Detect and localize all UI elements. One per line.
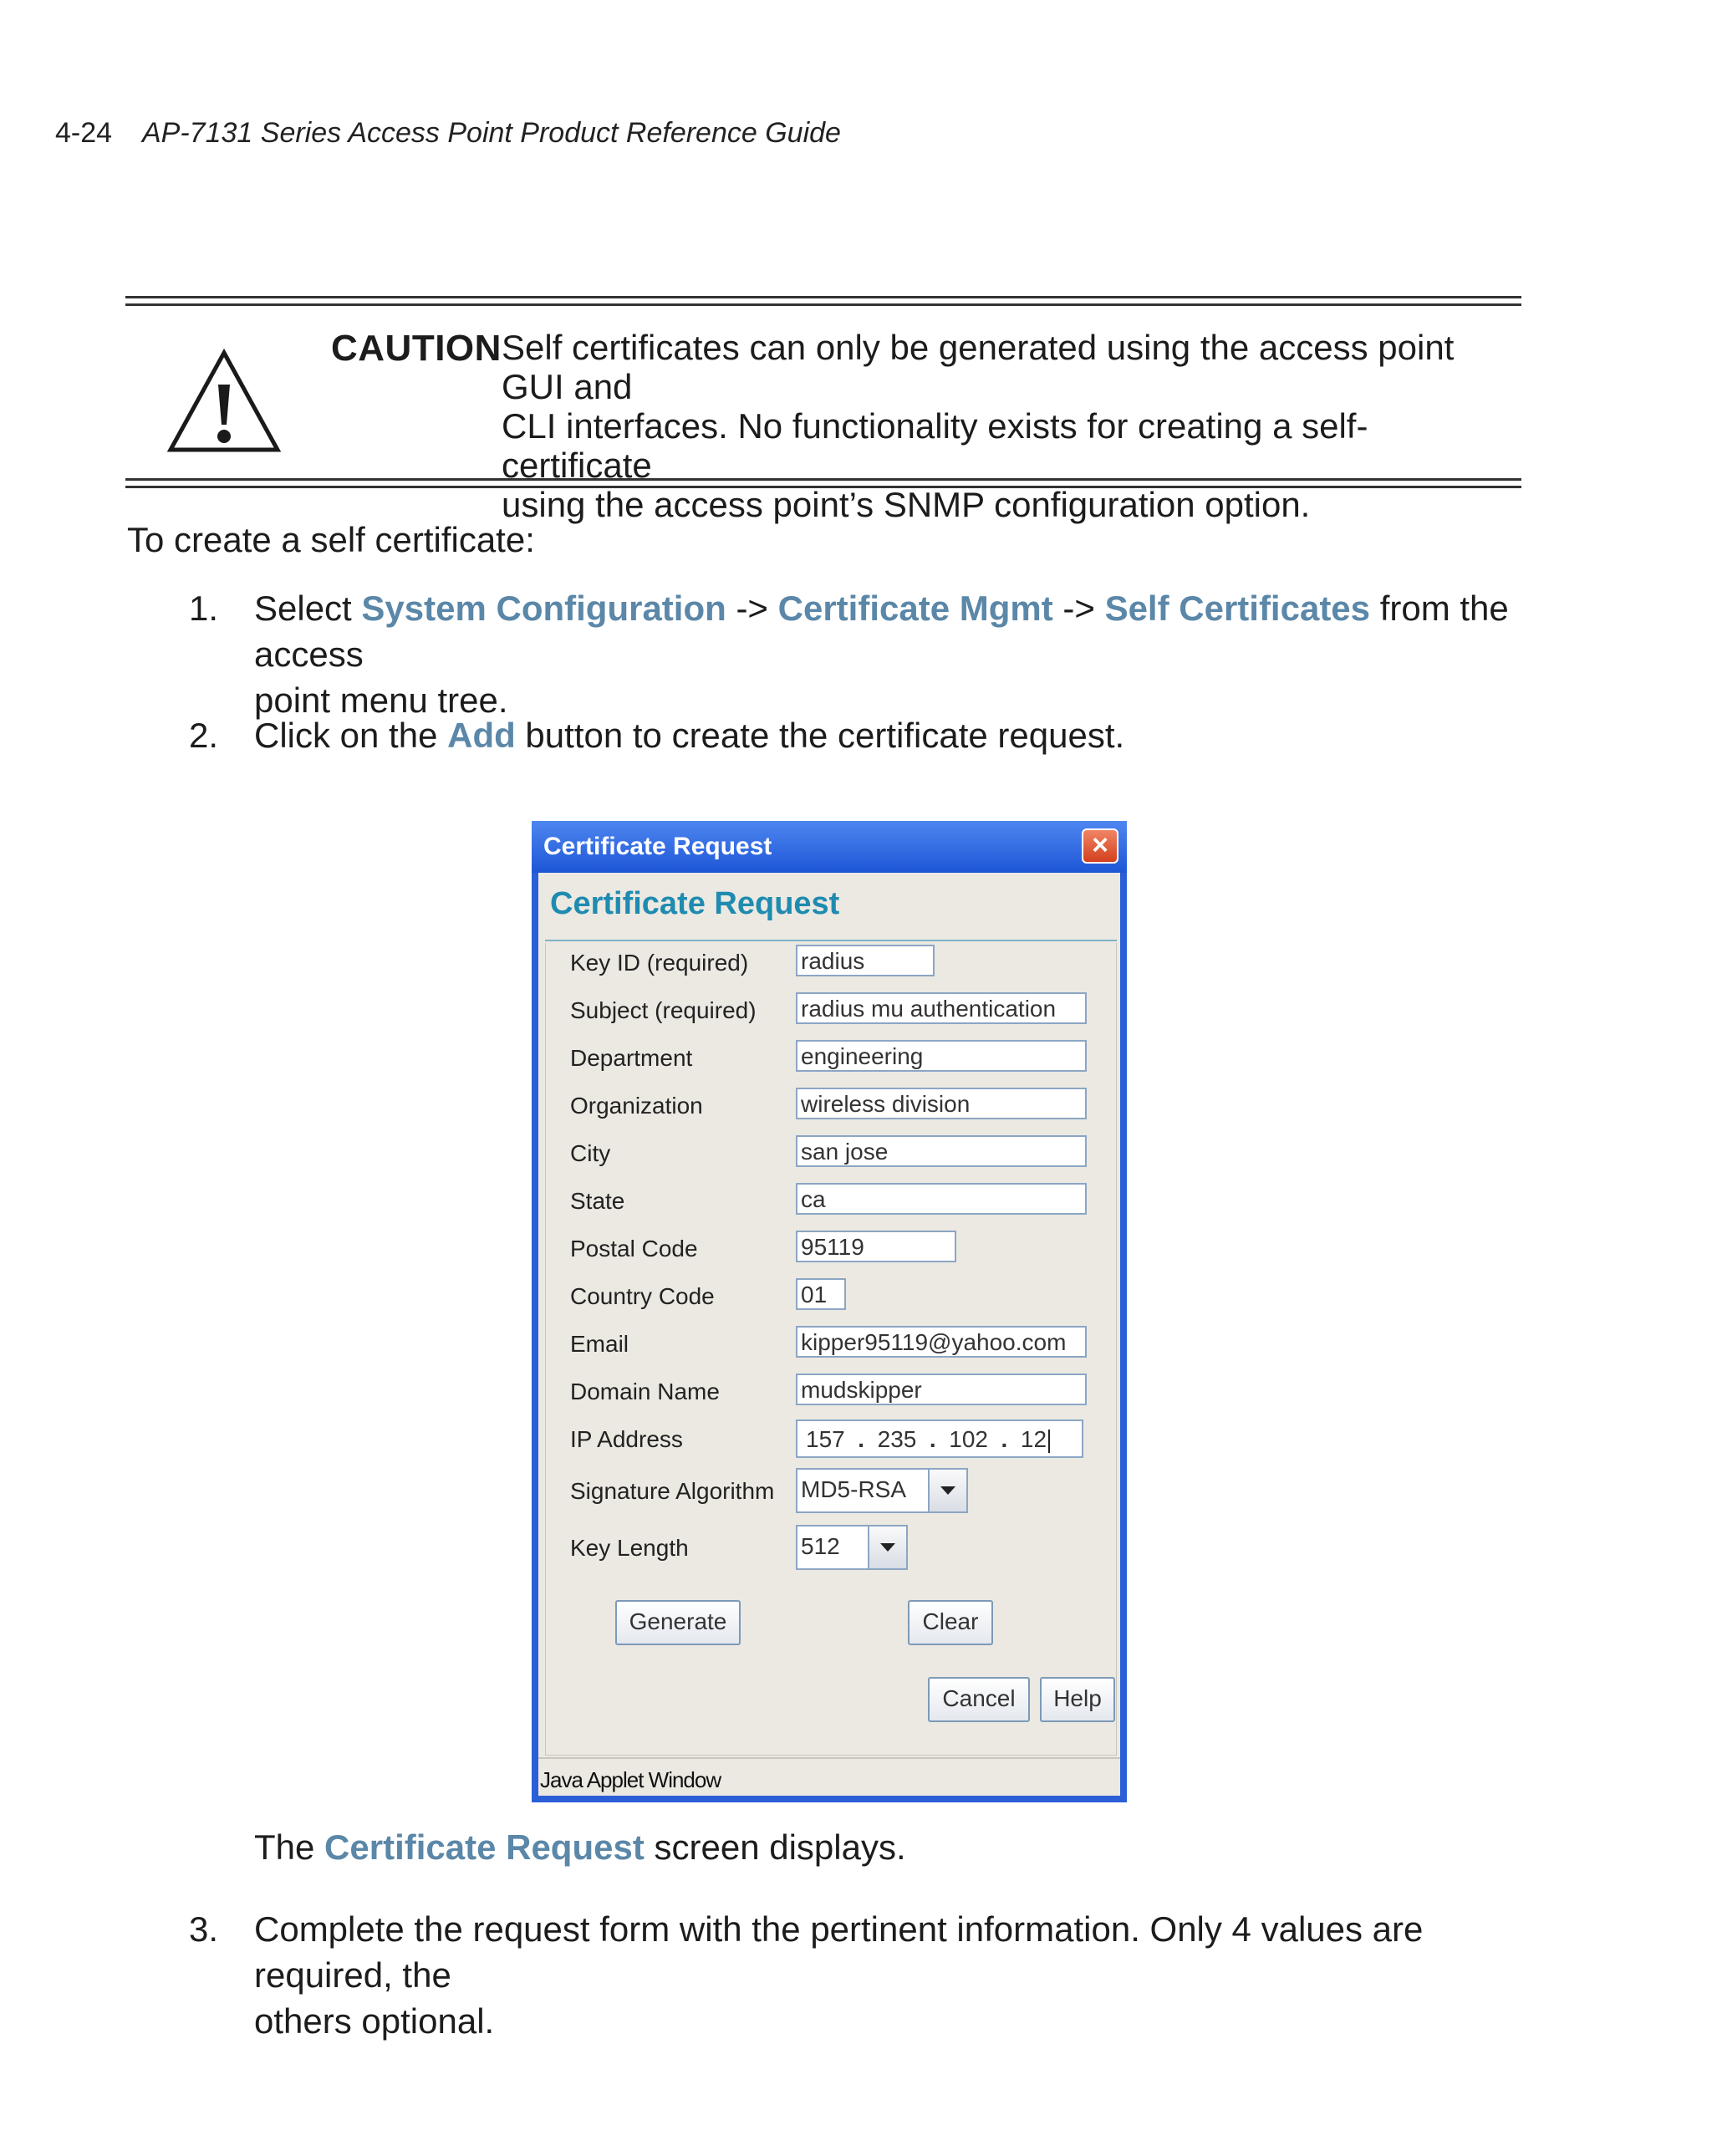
page-header	[55, 117, 841, 150]
ip-octet[interactable]: 157	[806, 1426, 845, 1452]
signature-algorithm-select[interactable]	[796, 1468, 968, 1513]
key-id-label: Key ID (required)	[570, 950, 749, 976]
generate-button[interactable]: Generate	[615, 1600, 741, 1645]
help-button[interactable]: Help	[1040, 1677, 1115, 1722]
subject-input[interactable]: radius mu authentication	[796, 992, 1087, 1024]
clear-button[interactable]: Clear	[908, 1600, 993, 1645]
step-1	[189, 585, 1525, 723]
postal-code-input[interactable]: 95119	[796, 1231, 956, 1262]
caption-text: The	[254, 1827, 325, 1867]
close-icon[interactable]: ×	[1082, 828, 1118, 864]
signature-algorithm-value: MD5-RSA	[801, 1476, 907, 1502]
dialog-client-area	[538, 873, 1120, 1796]
step-number: 2.	[189, 716, 219, 755]
domain-name-label: Domain Name	[570, 1379, 720, 1404]
panel-title-divider	[545, 940, 1117, 941]
link-add[interactable]: Add	[447, 716, 516, 755]
subject-label: Subject (required)	[570, 997, 757, 1023]
chevron-down-icon[interactable]	[868, 1527, 906, 1568]
intro-text: To create a self certificate:	[127, 520, 535, 559]
ip-dot: .	[851, 1426, 871, 1452]
step-2	[189, 712, 1525, 758]
state-label: State	[570, 1188, 625, 1214]
step-text: Click on the	[254, 716, 448, 755]
step-3-line-2: others optional.	[254, 2001, 495, 2041]
postal-code-label: Postal Code	[570, 1236, 698, 1261]
city-input[interactable]: san jose	[796, 1135, 1087, 1167]
step-1-line-1	[254, 585, 1525, 677]
chevron-down-icon[interactable]	[928, 1470, 966, 1511]
ip-octet[interactable]: 102	[949, 1426, 988, 1452]
email-label: Email	[570, 1331, 629, 1357]
cancel-button[interactable]: Cancel	[928, 1677, 1030, 1722]
city-label: City	[570, 1140, 611, 1166]
ip-address-input[interactable]	[796, 1419, 1083, 1458]
ip-octet[interactable]: 12	[1020, 1426, 1047, 1452]
link-certificate-mgmt[interactable]: Certificate Mgmt	[777, 589, 1053, 628]
ip-dot: .	[994, 1426, 1015, 1452]
arrow-separator: ->	[1052, 589, 1105, 628]
domain-name-input[interactable]: mudskipper	[796, 1374, 1087, 1405]
organization-input[interactable]: wireless division	[796, 1088, 1087, 1119]
organization-label: Organization	[570, 1093, 703, 1119]
certificate-request-dialog	[532, 821, 1127, 1802]
key-length-value: 512	[801, 1533, 840, 1559]
step-3-line-1: Complete the request form with the pertinent information. Only 4 values are required, the	[254, 1909, 1424, 1995]
ip-address-label: IP Address	[570, 1426, 683, 1452]
arrow-separator: ->	[726, 589, 778, 628]
step-3	[189, 1906, 1525, 2044]
caution-text-line: CLI interfaces. No functionality exists for creating a self-certificate	[502, 406, 1368, 485]
step-number: 1.	[189, 589, 219, 628]
email-input[interactable]: kipper95119@yahoo.com	[796, 1326, 1087, 1358]
page-number: 4-24	[55, 117, 113, 149]
key-length-select[interactable]	[796, 1525, 908, 1570]
key-id-input[interactable]: radius	[796, 945, 935, 976]
dialog-title: Certificate Request	[543, 833, 772, 860]
text-cursor	[1048, 1430, 1050, 1453]
link-system-configuration[interactable]: System Configuration	[361, 589, 726, 628]
department-input[interactable]: engineering	[796, 1040, 1087, 1072]
signature-algorithm-label: Signature Algorithm	[570, 1478, 775, 1504]
dialog-titlebar[interactable]	[532, 821, 1127, 873]
guide-title: AP-7131 Series Access Point Product Reference Guide	[142, 117, 841, 149]
caution-bottom-rule	[125, 478, 1521, 488]
country-code-input[interactable]: 01	[796, 1278, 846, 1310]
caption-text: screen displays.	[644, 1827, 906, 1867]
status-bar-text: Java Applet Window	[540, 1767, 721, 1792]
country-code-label: Country Code	[570, 1283, 715, 1309]
ip-octet[interactable]: 235	[877, 1426, 917, 1452]
key-length-label: Key Length	[570, 1535, 689, 1561]
state-input[interactable]: ca	[796, 1183, 1087, 1215]
status-bar	[538, 1757, 1120, 1796]
caution-text-line: using the access point’s SNMP configuration option.	[502, 485, 1311, 524]
step-text: button to create the certificate request.	[515, 716, 1125, 755]
caution-top-rule	[125, 296, 1521, 306]
step-text: Select	[254, 589, 362, 628]
step-number: 3.	[189, 1909, 219, 1949]
link-certificate-request[interactable]: Certificate Request	[324, 1827, 645, 1867]
step-1-line-2: point menu tree.	[254, 680, 508, 720]
panel-title: Certificate Request	[550, 886, 840, 921]
link-self-certificates[interactable]: Self Certificates	[1104, 589, 1371, 628]
figure-caption	[254, 1824, 906, 1870]
caution-text	[502, 328, 1505, 524]
caution-label: CAUTION	[331, 328, 502, 369]
ip-dot: .	[923, 1426, 943, 1452]
department-label: Department	[570, 1045, 693, 1071]
step-text: from the access	[254, 589, 1509, 674]
caution-text-line: Self certificates can only be generated using the access point GUI and	[502, 328, 1455, 406]
warning-triangle-icon	[166, 348, 283, 455]
